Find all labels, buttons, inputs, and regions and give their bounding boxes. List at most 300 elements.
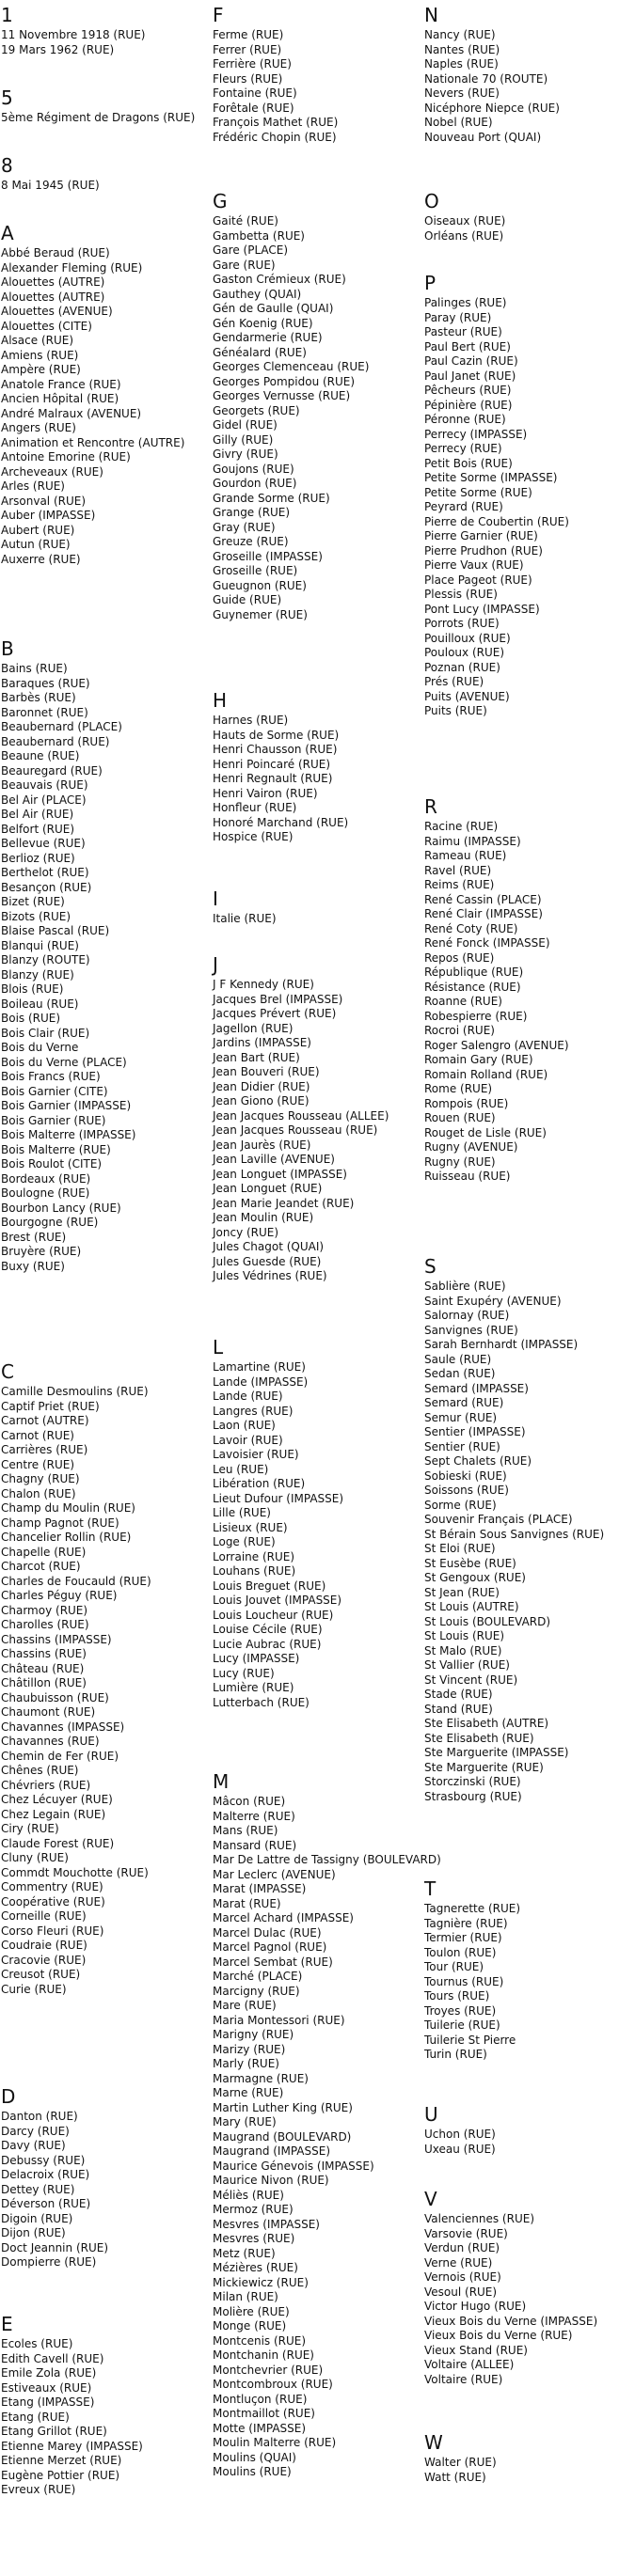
street-item: Mickiewicz (RUE) xyxy=(213,2275,309,2289)
street-item: Gilly (RUE) xyxy=(213,432,274,447)
street-item: Raimu (IMPASSE) xyxy=(424,834,521,848)
section-f xyxy=(212,4,423,145)
street-item: Jean Jacques Rousseau (RUE) xyxy=(213,1123,378,1137)
street-item: Nouveau Port (QUAI) xyxy=(424,130,542,144)
street-item: Jacques Prévert (RUE) xyxy=(213,1007,337,1020)
street-item: Voltaire (ALLEE) xyxy=(424,2358,515,2371)
street-item: Rome (RUE) xyxy=(424,1082,493,1095)
street-item: Ciry (RUE) xyxy=(1,1822,59,1835)
street-item: Rameau (RUE) xyxy=(424,849,507,862)
street-item: Lille (RUE) xyxy=(213,1506,271,1519)
section-8 xyxy=(0,154,212,194)
street-item: Ecoles (RUE) xyxy=(1,2337,73,2350)
street-item: Etang (RUE) xyxy=(1,2410,70,2424)
section-h xyxy=(212,689,423,845)
street-item: Gén Koenig (RUE) xyxy=(213,316,313,330)
street-item: Moulins (RUE) xyxy=(213,2465,292,2478)
street-item: Centre (RUE) xyxy=(1,1457,75,1471)
street-item: Metz (RUE) xyxy=(213,2246,276,2260)
street-item: Darcy (RUE) xyxy=(1,2124,70,2138)
street-item: Péronne (RUE) xyxy=(424,413,506,426)
street-item: Martin Luther King (RUE) xyxy=(213,2100,353,2114)
street-item: Pierre Prudhon (RUE) xyxy=(424,543,543,558)
section-g xyxy=(212,190,423,622)
street-item: Groseille (RUE) xyxy=(213,564,298,577)
street-item: Louhans (RUE) xyxy=(213,1564,296,1578)
street-item: Tagnerette (RUE) xyxy=(424,1902,521,1915)
street-item: St Eusèbe (RUE) xyxy=(424,1556,516,1570)
street-item: Aubert (RUE) xyxy=(1,523,75,537)
section-letter: N xyxy=(424,4,438,26)
street-item: Marizy (RUE) xyxy=(213,2042,286,2056)
street-item: Tournus (RUE) xyxy=(424,1974,504,1988)
street-item: René Cassin (PLACE) xyxy=(424,892,542,906)
section-p xyxy=(423,272,635,719)
street-item: Jules Guesde (RUE) xyxy=(213,1254,322,1268)
street-item: Groseille (IMPASSE) xyxy=(213,549,323,563)
street-item: Buxy (RUE) xyxy=(1,1259,65,1273)
street-item: Montchanin (RUE) xyxy=(213,2348,314,2362)
street-item: Milan (RUE) xyxy=(213,2290,278,2303)
street-item: René Fonck (IMPASSE) xyxy=(424,936,550,950)
street-item: Pouloux (RUE) xyxy=(424,646,505,659)
section-letter: I xyxy=(213,887,218,910)
street-item: Molière (RUE) xyxy=(213,2304,290,2318)
street-item: 11 Novembre 1918 (RUE) xyxy=(1,28,146,41)
street-item: Uxeau (RUE) xyxy=(424,2142,496,2156)
street-item: Storczinski (RUE) xyxy=(424,1775,521,1788)
street-item: Bois Francs (RUE) xyxy=(1,1070,101,1083)
street-item: Semard (IMPASSE) xyxy=(424,1381,529,1395)
section-letter: M xyxy=(213,1770,230,1793)
street-item: Auxerre (RUE) xyxy=(1,552,81,566)
street-item: Claude Forest (RUE) xyxy=(1,1836,115,1850)
street-item: Hospice (RUE) xyxy=(213,830,294,843)
section-c xyxy=(0,1360,212,1997)
street-item: Maugrand (BOULEVARD) xyxy=(213,2129,352,2144)
street-item: Chassins (IMPASSE) xyxy=(1,1632,112,1646)
street-item: Blaise Pascal (RUE) xyxy=(1,924,110,937)
street-item: Sept Chalets (RUE) xyxy=(424,1454,532,1468)
street-item: Gare (PLACE) xyxy=(213,243,289,257)
street-item: Rugny (RUE) xyxy=(424,1154,496,1169)
street-item: Troyes (RUE) xyxy=(424,2003,497,2018)
section-items xyxy=(423,214,635,243)
section-items xyxy=(0,2110,212,2270)
street-item: Camille Desmoulins (RUE) xyxy=(1,1385,149,1398)
street-item: Romain Rolland (RUE) xyxy=(424,1067,548,1081)
street-item: Orléans (RUE) xyxy=(424,228,504,243)
street-item: Fontaine (RUE) xyxy=(213,86,297,100)
street-item: Mansard (RUE) xyxy=(213,1838,297,1852)
street-item: Bruyère (RUE) xyxy=(1,1245,82,1258)
section-letter: 8 xyxy=(1,154,13,177)
street-item: Montmaillot (RUE) xyxy=(213,2407,315,2420)
street-item: Jardins (IMPASSE) xyxy=(213,1036,311,1049)
section-items xyxy=(212,1795,441,2480)
section-items xyxy=(423,28,635,145)
street-item: 19 Mars 1962 (RUE) xyxy=(1,42,115,56)
street-item: Honfleur (RUE) xyxy=(213,801,297,814)
street-item: Guynemer (RUE) xyxy=(213,607,308,621)
street-item: Puits (AVENUE) xyxy=(424,689,510,703)
street-item: Langres (RUE) xyxy=(213,1404,294,1418)
street-item: Chaumont (RUE) xyxy=(1,1705,96,1719)
street-item: Animation et Rencontre (AUTRE) xyxy=(1,435,185,449)
section-e xyxy=(0,2313,212,2498)
section-5 xyxy=(0,86,212,126)
street-item: St Bérain Sous Sanvignes (RUE) xyxy=(424,1527,605,1541)
street-item: Charmoy (RUE) xyxy=(1,1603,88,1617)
street-item: Coudraie (RUE) xyxy=(1,1939,87,1952)
street-item: Chaubuisson (RUE) xyxy=(1,1690,109,1704)
section-items xyxy=(423,2128,635,2157)
street-item: Berthelot (RUE) xyxy=(1,866,89,879)
street-item: Nationale 70 (ROUTE) xyxy=(424,71,548,86)
street-item: Belfort (RUE) xyxy=(1,822,75,836)
street-item: Lumière (RUE) xyxy=(213,1681,294,1694)
street-item: Antoine Emorine (RUE) xyxy=(1,450,131,463)
street-item: Souvenir Français (PLACE) xyxy=(424,1513,573,1526)
street-item: Gén de Gaulle (QUAI) xyxy=(213,302,334,315)
street-item: Lande (RUE) xyxy=(213,1390,283,1403)
street-item: Lande (IMPASSE) xyxy=(213,1374,309,1389)
street-item: Bois Roulot (CITE) xyxy=(1,1157,103,1170)
street-item: St Jean (RUE) xyxy=(424,1585,500,1599)
street-item: Delacroix (RUE) xyxy=(1,2168,90,2181)
section-letter: U xyxy=(424,2103,438,2126)
street-item: Captif Priet (RUE) xyxy=(1,1399,100,1413)
street-item: Abbé Beraud (RUE) xyxy=(1,246,110,259)
street-item: Petite Sorme (IMPASSE) xyxy=(424,471,558,484)
street-item: Prés (RUE) xyxy=(424,675,484,688)
street-item: Beauregard (RUE) xyxy=(1,763,103,778)
section-letter: O xyxy=(424,190,439,212)
street-item: Cluny (RUE) xyxy=(1,1851,69,1864)
section-o xyxy=(423,190,635,243)
street-item: Jean Moulin (RUE) xyxy=(213,1211,314,1224)
street-item: Victor Hugo (RUE) xyxy=(424,2300,527,2313)
street-item: Carnot (AUTRE) xyxy=(1,1414,89,1427)
street-item: Verne (RUE) xyxy=(424,2255,493,2270)
street-item: J F Kennedy (RUE) xyxy=(213,978,314,991)
street-item: Chancelier Rollin (RUE) xyxy=(1,1531,132,1544)
street-item: Hauts de Sorme (RUE) xyxy=(213,728,340,742)
street-item: Méliès (RUE) xyxy=(213,2188,284,2202)
street-item: Libération (RUE) xyxy=(213,1477,306,1490)
section-n xyxy=(423,4,635,145)
street-item: Alsace (RUE) xyxy=(1,334,74,347)
street-item: Goujons (RUE) xyxy=(213,462,294,476)
street-item: Marcel Dulac (RUE) xyxy=(213,1925,322,1940)
street-item: Sablière (RUE) xyxy=(424,1280,506,1293)
street-item: Bois Garnier (RUE) xyxy=(1,1113,106,1127)
section-letter: V xyxy=(424,2188,437,2210)
street-item: Etang Grillot (RUE) xyxy=(1,2425,107,2438)
street-item: Bel Air (PLACE) xyxy=(1,793,87,807)
section-letter: W xyxy=(424,2431,443,2454)
street-item: Gare (RUE) xyxy=(213,258,276,272)
street-item: Rompois (RUE) xyxy=(424,1096,509,1110)
street-item: Bel Air (RUE) xyxy=(1,808,74,821)
street-item: Sentier (RUE) xyxy=(424,1439,500,1453)
street-item: Italie (RUE) xyxy=(213,912,277,925)
street-item: Edith Cavell (RUE) xyxy=(1,2351,104,2365)
section-l xyxy=(212,1336,423,1710)
street-item: Debussy (RUE) xyxy=(1,2153,86,2167)
street-item: Puits (RUE) xyxy=(424,704,487,717)
street-item: Chévriers (RUE) xyxy=(1,1778,91,1792)
street-item: Walter (RUE) xyxy=(424,2456,497,2469)
street-item: Arles (RUE) xyxy=(1,479,65,493)
street-item: Etang (IMPASSE) xyxy=(1,2395,95,2409)
street-item: Ste Elisabeth (AUTRE) xyxy=(424,1717,549,1730)
street-item: Termier (RUE) xyxy=(424,1931,502,1944)
section-r xyxy=(423,795,635,1185)
street-item: Saint Exupéry (AVENUE) xyxy=(424,1294,562,1308)
section-letter: J xyxy=(213,953,218,976)
street-item: Mâcon (RUE) xyxy=(213,1795,286,1808)
street-item: St Eloi (RUE) xyxy=(424,1542,496,1555)
street-item: Bordeaux (RUE) xyxy=(1,1171,91,1186)
street-item: Louis Loucheur (RUE) xyxy=(213,1608,334,1622)
street-item: Amiens (RUE) xyxy=(1,348,79,362)
street-item: Perrecy (IMPASSE) xyxy=(424,427,528,441)
street-item: Georges Vernusse (RUE) xyxy=(213,389,351,402)
street-item: Charolles (RUE) xyxy=(1,1618,89,1631)
street-item: Chez Legain (RUE) xyxy=(1,1807,106,1821)
street-item: Laon (RUE) xyxy=(213,1419,276,1432)
street-item: Boileau (RUE) xyxy=(1,997,79,1011)
street-item: Corso Fleuri (RUE) xyxy=(1,1924,104,1938)
street-item: Perrecy (RUE) xyxy=(424,442,502,455)
street-item: Petit Bois (RUE) xyxy=(424,456,513,470)
street-item: Estiveaux (RUE) xyxy=(1,2380,92,2395)
street-item: Lucie Aubrac (RUE) xyxy=(213,1637,322,1651)
street-item: Honoré Marchand (RUE) xyxy=(213,815,349,829)
street-item: Creusot (RUE) xyxy=(1,1968,81,1981)
street-item: Lucy (IMPASSE) xyxy=(213,1652,300,1665)
street-item: Sorme (RUE) xyxy=(424,1498,497,1512)
street-item: Lutterbach (RUE) xyxy=(213,1695,310,1709)
street-item: Lieut Dufour (IMPASSE) xyxy=(213,1491,344,1505)
street-item: Pasteur (RUE) xyxy=(424,325,502,338)
street-item: Moulins (QUAI) xyxy=(213,2450,296,2464)
street-item: Beaubernard (RUE) xyxy=(1,734,110,748)
section-items xyxy=(0,662,212,1274)
street-item: Mary (RUE) xyxy=(213,2115,277,2128)
section-letter: R xyxy=(424,795,437,818)
street-item: Bois Garnier (CITE) xyxy=(1,1084,108,1098)
street-item: Marmagne (RUE) xyxy=(213,2071,309,2085)
street-item: Déverson (RUE) xyxy=(1,2197,91,2210)
street-item: Montcombroux (RUE) xyxy=(213,2378,333,2391)
street-item: Jean Didier (RUE) xyxy=(213,1079,310,1093)
street-item: Marigny (RUE) xyxy=(213,2028,294,2041)
section-letter: A xyxy=(1,222,14,244)
street-item: Mare (RUE) xyxy=(213,1999,277,2012)
street-item: Loge (RUE) xyxy=(213,1535,276,1548)
street-item: Marly (RUE) xyxy=(213,2057,279,2070)
street-item: Nancy (RUE) xyxy=(424,28,496,41)
street-item: Nantes (RUE) xyxy=(424,42,500,56)
street-item: Petite Sorme (RUE) xyxy=(424,485,532,499)
street-item: Poznan (RUE) xyxy=(424,660,500,674)
street-item: Alouettes (AUTRE) xyxy=(1,275,105,289)
section-w xyxy=(423,2431,635,2485)
street-item: Mézières (RUE) xyxy=(213,2261,298,2274)
street-item: Arsonval (RUE) xyxy=(1,494,87,508)
street-item: Oiseaux (RUE) xyxy=(424,214,506,228)
street-item: Ruisseau (RUE) xyxy=(424,1170,511,1183)
street-item: Leu (RUE) xyxy=(213,1462,269,1476)
street-item: Tuilerie (RUE) xyxy=(424,2018,500,2032)
street-item: Dijon (RUE) xyxy=(1,2226,66,2239)
section-items xyxy=(423,2456,635,2485)
section-u xyxy=(423,2103,635,2157)
section-items xyxy=(0,1385,212,1997)
street-item: André Malraux (AVENUE) xyxy=(1,406,142,420)
street-item: Gauthey (QUAI) xyxy=(213,287,302,301)
street-item: Henri Vairon (RUE) xyxy=(213,786,318,800)
street-item: Bellevue (RUE) xyxy=(1,837,86,850)
street-item: Pouilloux (RUE) xyxy=(424,631,511,645)
street-item: Maugrand (IMPASSE) xyxy=(213,2144,331,2158)
street-item: Georges Clemenceau (RUE) xyxy=(213,360,370,373)
street-item: Chavannes (IMPASSE) xyxy=(1,1720,125,1734)
street-item: Davy (RUE) xyxy=(1,2139,66,2152)
street-item: Vesoul (RUE) xyxy=(424,2285,498,2299)
street-item: Baronnet (RUE) xyxy=(1,705,88,719)
street-item: Tours (RUE) xyxy=(424,1989,490,2003)
section-letter: G xyxy=(213,190,228,212)
street-item: St Louis (AUTRE) xyxy=(424,1600,519,1613)
street-item: Valenciennes (RUE) xyxy=(424,2212,534,2225)
street-item: Gidel (RUE) xyxy=(213,418,278,432)
section-items xyxy=(423,296,635,719)
street-item: Vieux Bois du Verne (RUE) xyxy=(424,2329,573,2342)
street-item: Etienne Merzet (RUE) xyxy=(1,2454,122,2467)
section-letter: S xyxy=(424,1255,437,1278)
street-item: Semur (RUE) xyxy=(424,1410,498,1424)
street-item: Marat (IMPASSE) xyxy=(213,1882,307,1895)
street-item: Nicéphore Niepce (RUE) xyxy=(424,101,560,115)
street-item: Boulogne (RUE) xyxy=(1,1186,90,1200)
street-item: Repos (RUE) xyxy=(424,950,495,965)
section-letter: H xyxy=(213,689,228,712)
street-item: Charles Péguy (RUE) xyxy=(1,1589,118,1602)
section-items xyxy=(212,28,423,145)
street-item: Carnot (RUE) xyxy=(1,1428,74,1442)
section-letter: B xyxy=(1,637,14,660)
street-item: Ste Marguerite (IMPASSE) xyxy=(424,1746,569,1759)
street-item: Marché (PLACE) xyxy=(213,1970,303,1983)
section-items xyxy=(423,2212,635,2387)
street-item: Gourdon (RUE) xyxy=(213,477,297,490)
street-item: Rugny (AVENUE) xyxy=(424,1140,518,1154)
street-item: Forêtale (RUE) xyxy=(213,101,294,115)
street-item: Pierre Vaux (RUE) xyxy=(424,558,524,572)
street-item: Malterre (RUE) xyxy=(213,1809,295,1823)
street-item: Charcot (RUE) xyxy=(1,1560,81,1573)
street-item: Soissons (RUE) xyxy=(424,1484,509,1497)
street-item: Baraques (RUE) xyxy=(1,676,90,690)
section-items xyxy=(212,912,423,927)
street-item: Bois du Verne xyxy=(1,1041,79,1054)
street-item: Vernois (RUE) xyxy=(424,2270,501,2284)
street-item: Greuze (RUE) xyxy=(213,535,289,548)
street-item: Pierre de Coubertin (RUE) xyxy=(424,514,569,528)
street-item: Montluçon (RUE) xyxy=(213,2392,308,2406)
street-item: Mesvres (IMPASSE) xyxy=(213,2217,320,2231)
street-item: Gray (RUE) xyxy=(213,520,276,534)
street-item: Mar Leclerc (AVENUE) xyxy=(213,1867,336,1881)
street-item: Mesvres (RUE) xyxy=(213,2232,295,2245)
street-item: Gambetta (RUE) xyxy=(213,228,305,243)
street-item: Palinges (RUE) xyxy=(424,296,507,309)
section-t xyxy=(423,1877,635,2063)
street-item: Saule (RUE) xyxy=(424,1352,492,1366)
street-item: Etienne Marey (IMPASSE) xyxy=(1,2439,143,2453)
street-item: René Coty (RUE) xyxy=(424,921,518,935)
street-item: Jean Giono (RUE) xyxy=(213,1094,310,1107)
street-item: Harnes (RUE) xyxy=(213,714,289,727)
street-item: Frédéric Chopin (RUE) xyxy=(213,130,337,144)
street-item: Blanqui (RUE) xyxy=(1,938,79,952)
street-item: Bizots (RUE) xyxy=(1,909,71,923)
street-item: Ancien Hôpital (RUE) xyxy=(1,392,119,405)
street-item: Jacques Brel (IMPASSE) xyxy=(213,992,343,1006)
street-item: St Malo (RUE) xyxy=(424,1643,502,1657)
street-item: Pierre Garnier (RUE) xyxy=(424,529,538,542)
street-item: Jean Jacques Rousseau (ALLEE) xyxy=(213,1108,389,1123)
street-item: Bois Malterre (IMPASSE) xyxy=(1,1128,136,1141)
street-item: Beauvais (RUE) xyxy=(1,778,88,792)
street-item: Sarah Bernhardt (IMPASSE) xyxy=(424,1338,579,1351)
street-item: Champ du Moulin (RUE) xyxy=(1,1501,135,1515)
street-item: St Gengoux (RUE) xyxy=(424,1571,526,1584)
street-item: Paul Bert (RUE) xyxy=(424,339,511,353)
street-item: Stand (RUE) xyxy=(424,1702,493,1716)
street-item: Lisieux (RUE) xyxy=(213,1520,288,1534)
street-item: Barbès (RUE) xyxy=(1,691,76,704)
street-item: Chavannes (RUE) xyxy=(1,1735,100,1748)
section-letter: D xyxy=(1,2085,16,2108)
street-item: Salornay (RUE) xyxy=(424,1309,510,1322)
section-letter: L xyxy=(213,1336,224,1359)
street-item: Givry (RUE) xyxy=(213,448,278,461)
street-item: Chez Lécuyer (RUE) xyxy=(1,1793,113,1806)
street-item: Strasbourg (RUE) xyxy=(424,1789,522,1803)
street-item: Rouen (RUE) xyxy=(424,1111,496,1124)
street-item: Chapelle (RUE) xyxy=(1,1545,87,1559)
street-item: Jean Laville (AVENUE) xyxy=(213,1153,335,1166)
street-item: Pêcheurs (RUE) xyxy=(424,384,512,397)
street-item: Gueugnon (RUE) xyxy=(213,578,307,592)
street-item: Romain Gary (RUE) xyxy=(424,1053,533,1066)
street-item: Motte (IMPASSE) xyxy=(213,2421,307,2435)
street-item: Jean Jaurès (RUE) xyxy=(213,1138,311,1152)
street-item: Commentry (RUE) xyxy=(1,1880,103,1893)
street-item: Toulon (RUE) xyxy=(424,1945,497,1959)
street-item: Marat (RUE) xyxy=(213,1896,281,1910)
street-item: Plessis (RUE) xyxy=(424,588,498,601)
street-item: Cracovie (RUE) xyxy=(1,1953,87,1967)
street-item: République (RUE) xyxy=(424,966,524,979)
street-item: Sedan (RUE) xyxy=(424,1367,496,1380)
street-item: Mermoz (RUE) xyxy=(213,2203,294,2216)
street-item: Alouettes (CITE) xyxy=(1,319,92,333)
